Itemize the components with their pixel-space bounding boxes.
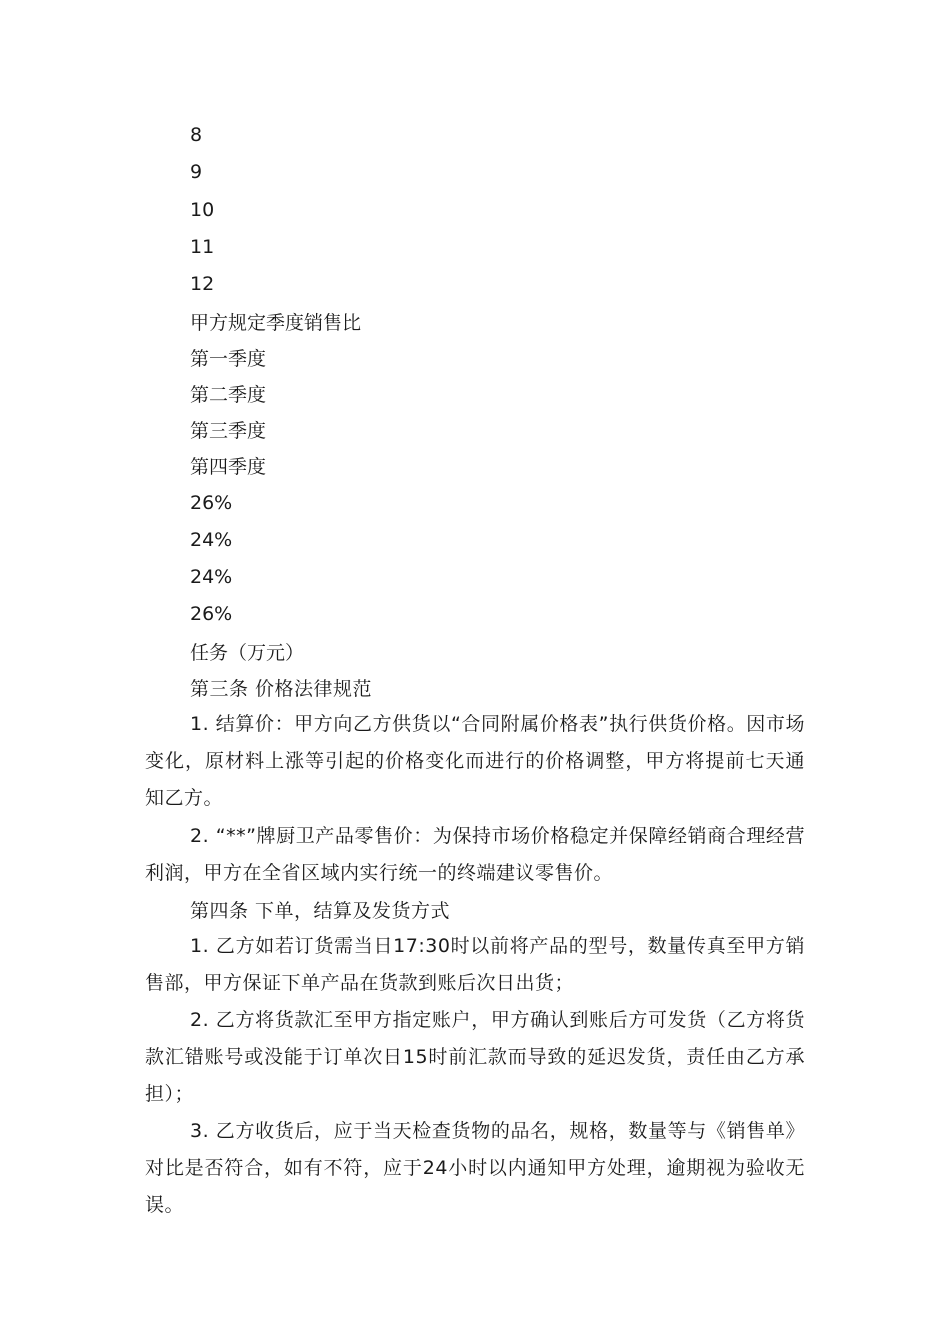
article-4-heading: 第四条 下单，结算及发货方式 bbox=[190, 900, 451, 922]
quarter-label: 第三季度 bbox=[190, 420, 267, 442]
month-number: 11 bbox=[190, 236, 215, 258]
quarter-ratio-title: 甲方规定季度销售比 bbox=[190, 312, 362, 334]
article-3-item-1: 1. 结算价：甲方向乙方供货以“合同附属价格表”执行供货价格。因市场变化，原材料上涨等引起的价格变化而进行的价格调整，甲方将提前七天通知乙方。 bbox=[145, 713, 805, 809]
article-4-item-2: 2. 乙方将货款汇至甲方指定账户，甲方确认到账后方可发货（乙方将货款汇错账号或没能于订单次日15时前汇款而导致的延迟发货，责任由乙方承担）； bbox=[145, 1009, 805, 1105]
quarter-percent: 24% bbox=[190, 566, 233, 588]
article-4-item-1: 1. 乙方如若订货需当日17:30时以前将产品的型号，数量传真至甲方销售部，甲方保证下单产品在货款到账后次日出货； bbox=[145, 935, 805, 994]
quarter-label: 第四季度 bbox=[190, 456, 267, 478]
article-3-heading: 第三条 价格法律规范 bbox=[190, 678, 373, 700]
quarter-percent: 26% bbox=[190, 492, 233, 514]
quarter-percent: 26% bbox=[190, 603, 233, 625]
quarter-percent: 24% bbox=[190, 529, 233, 551]
quarter-label: 第二季度 bbox=[190, 384, 267, 406]
article-3-item-2: 2. “**”牌厨卫产品零售价：为保持市场价格稳定并保障经销商合理经营利润，甲方在全省区域内实行统一的终端建议零售价。 bbox=[145, 825, 805, 884]
article-4-item-3: 3. 乙方收货后，应于当天检查货物的品名，规格，数量等与《销售单》对比是否符合，如有不符，应于24小时以内通知甲方处理，逾期视为验收无误。 bbox=[145, 1120, 805, 1216]
month-number: 8 bbox=[190, 124, 203, 146]
month-number: 12 bbox=[190, 273, 215, 295]
task-label: 任务（万元） bbox=[190, 642, 305, 664]
quarter-label: 第一季度 bbox=[190, 348, 267, 370]
month-number: 10 bbox=[190, 199, 215, 221]
month-number: 9 bbox=[190, 161, 203, 183]
